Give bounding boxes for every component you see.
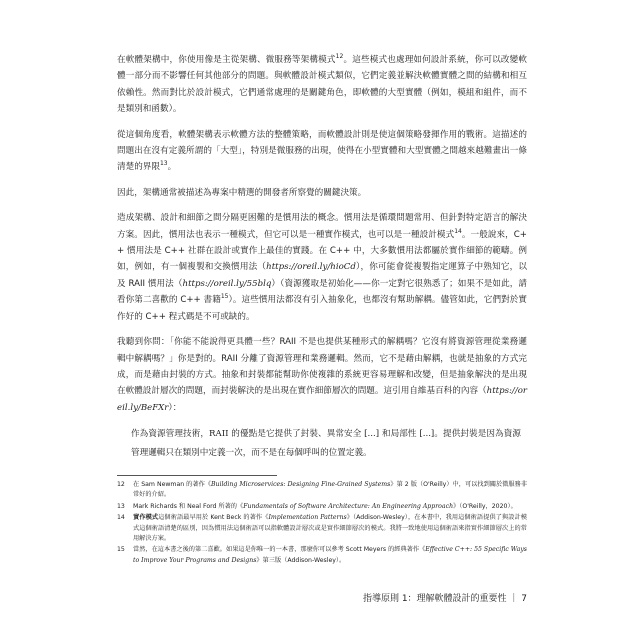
footnote-number: 15	[117, 546, 125, 554]
paragraph-4-text-b: 。一般說來，C++ 慣用法是 C++ 社群在設計或實作上最佳的實踐。在 C++ 中，大多數慣用法都屬於實作細節的範疇。例如，例如，有一個複製和交換慣用法（	[117, 229, 527, 273]
body-text	[117, 52, 527, 473]
paragraph-4-text-d: ）（資源獲取是初始化——你一定對它很熟悉了；如果不是如此，請看你第二喜歡的 C++ 書籍	[117, 278, 528, 306]
running-footer: 指導原則 1：理解軟體設計的重要性 ｜ 7	[362, 594, 527, 604]
book-title: Implementation Patterns	[268, 514, 347, 522]
footnote-term: 實作模式	[133, 514, 159, 522]
footnote-ref-13[interactable]: 13	[159, 160, 168, 168]
footnote-14	[117, 513, 527, 544]
paragraph-2-text-b: 。	[167, 162, 177, 173]
footnote-text: 這個術語最早用於 Kent Beck 的著作《	[158, 514, 269, 522]
footnote-text: 當然，在這本書之後的第二喜歡。如果這是你唯一的一本書，那麼你可以參考 Scott Meyers 的經典著作《	[133, 546, 426, 554]
footnote-text: Mark Richards 和 Neal Ford 所著的《	[133, 502, 244, 510]
paragraph-1-text-a: 在軟體架構中，你使用像是主從架構、微服務等架構模式	[117, 55, 336, 65]
copy-and-swap-link[interactable]: https://oreil.ly/hioCd	[266, 262, 356, 273]
footnote-text: 》第三版（Addison-Wesley）。	[256, 556, 346, 564]
block-quote: 作為資源管理技術，RAII 的優點是它提供了封裝、異常安全 [...] 和局部性 [...]。提供封裝是因為資源管理邏輯只在類別中定義一次，而不是在每個呼叫的位置定義。	[131, 429, 521, 459]
book-title: Building Microservices: Designing Fine-Grained Systems	[210, 481, 391, 488]
footnote-15	[117, 545, 527, 566]
footnote-number: 14	[117, 514, 125, 522]
paragraph-4-text-c: ），你可能會從複製指定運算子中熟知它，以及 RAII 慣用法（	[117, 262, 527, 289]
paragraph-1-text-b: 。這些模式也處理如何設計系統，你可以改變軟體一部分而不影響任何其他部分的問題。與軟體設計模式類似，它們定義並解決軟體實體之間的結構和相互依賴性。然而對比於設計模式，它們通常處理的是關鍵角色，即軟體的大型實體（例如，模組和組件，而不是類別和函數）。	[117, 55, 527, 115]
paragraph-5-text-a: 我聽到你問：「你能不能說得更具體一些？RAII 不是也提供某種形式的解耦嗎？它沒有將資源管理從業務邏輯中解耦嗎？」你是對的。RAII 分離了資源管理和業務邏輯。然而，它不是藉由解耦，也就是抽象的方式完成，而是藉由封裝的方式。抽象和封裝都能幫助你使複雜的系統更容易理解和改變，但是抽象解決的是出現在軟體設計層次的問題，而封裝解決的是出現在實作細節層次的問題。這引用自維基百科的內容（	[117, 337, 527, 397]
footnote-number: 13	[117, 502, 125, 510]
book-title: Effective C++: 55 Specific Ways to Improve Your Programs and Designs	[133, 546, 527, 564]
footnotes	[117, 480, 527, 567]
paragraph-5	[117, 334, 527, 416]
wikipedia-link[interactable]: https://oreil.ly/BeFXr	[117, 386, 527, 413]
footnote-text: 》（O'Reilly，2020）。	[453, 502, 517, 510]
footnote-ref-15[interactable]: 15	[220, 293, 229, 301]
paragraph-5-text-b: ）：	[168, 402, 182, 413]
footnote-divider	[117, 475, 277, 476]
paragraph-3: 因此，架構通常被描述為專案中精選的開發者所察覺的關鍵決策。	[117, 187, 367, 198]
book-title: Fundamentals of Software Architecture: An Engineering Approach	[243, 502, 454, 510]
paragraph-4	[117, 210, 527, 325]
footnote-text: 》第 2 版（O'Reilly）中，可以找到關於微服務非常好的介紹。	[133, 481, 527, 499]
paragraph-2	[117, 127, 527, 176]
paragraph-4-text-a: 造成架構、設計和細節之間分隔更困難的是慣用法的概念。慣用法是循環問題常用、但針對特定語言的解決方案。因此，慣用法也表示一種模式，但它可以是一種實作模式，也可以是一種設計模式	[117, 213, 527, 240]
raii-link[interactable]: https://oreil.ly/55blq	[182, 278, 272, 289]
footnote-12	[117, 480, 527, 501]
footnote-13	[117, 502, 527, 512]
footnote-ref-14[interactable]: 14	[454, 227, 462, 235]
footnote-text: 》（Addison-Wesley），在本書中，我用這個術語提供了與設計模式這個術語清楚的區別，因為慣用法這個術語可以指軟體設計層次或是實作細節層次的模式。我將一致地使用這個術語來指實作細節層次上的常用解決方案。	[133, 514, 527, 543]
paragraph-1	[117, 52, 527, 118]
footnote-number: 12	[117, 481, 125, 488]
footnote-ref-12[interactable]: 12	[335, 53, 344, 61]
paragraph-2-text-a: 從這個角度看，軟體架構表示軟體方法的整體策略，而軟體設計則是使這個策略發揮作用的戰術。這描述的問題出在沒有定義所謂的「大型」，特別是微服務的出現，使得在小型實體和大型實體之間越來越難畫出一條清楚的界限	[117, 129, 527, 173]
footnote-text: 在 Sam Newman 的著作《	[133, 481, 211, 488]
paragraph-4-text-e: ）。這些慣用法都沒有引入抽象化，也都沒有幫助解耦。儘管如此，它們對於實作好的 C++ 程式碼是不可或缺的。	[117, 295, 528, 322]
